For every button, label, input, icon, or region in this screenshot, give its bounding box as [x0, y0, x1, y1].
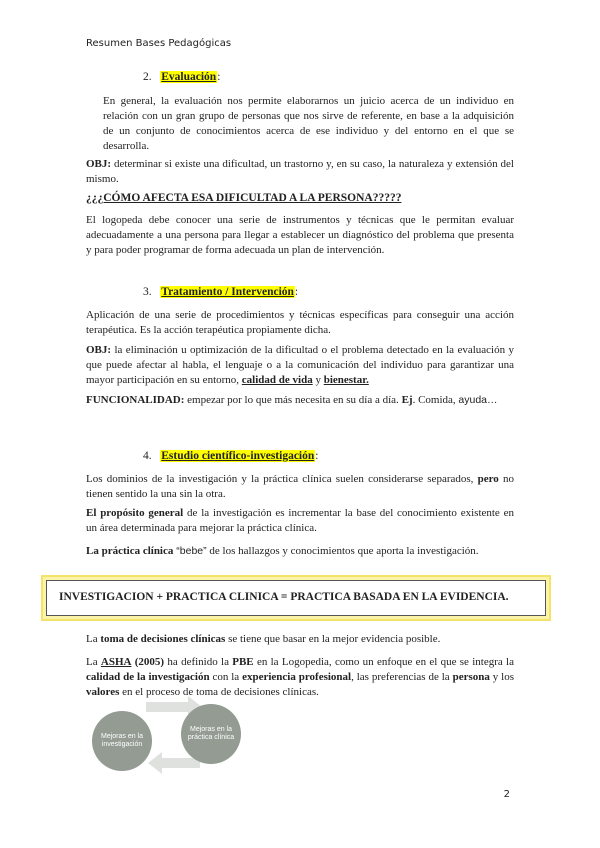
paragraph-practica: [86, 544, 514, 559]
calidad-investigacion: calidad de la investigación: [86, 671, 210, 683]
section-number: 3.: [143, 286, 152, 298]
funcionalidad-label: FUNCIONALIDAD:: [86, 394, 185, 406]
section-title: Evaluación: [161, 71, 217, 83]
paragraph-funcionalidad: [86, 393, 514, 408]
paragraph-obj-tratamiento: [86, 343, 514, 388]
evidence-formula-box: INVESTIGACION + PRACTICA CLINICA = PRACTICA BASADA EN LA EVIDENCIA.: [46, 580, 546, 616]
section-number: 4.: [143, 450, 152, 462]
practica-label: La práctica clínica: [86, 545, 174, 557]
toma-prefix: La: [86, 633, 101, 645]
paragraph-proposito: [86, 506, 514, 536]
asha-text: y los: [489, 671, 514, 683]
obj-label: OBJ:: [86, 344, 112, 356]
dominios-text: Los dominios de la investigación y la práctica clínica suelen considerarse separados,: [86, 473, 478, 485]
proposito-label: El propósito general: [86, 507, 184, 519]
node-mejoras-practica: Mejoras en la práctica clínica: [181, 704, 241, 764]
persona-term: persona: [452, 671, 490, 683]
valores-term: valores: [86, 686, 120, 698]
asha-link: ASHA: [100, 656, 132, 668]
obj-text: la eliminación u optimización de la dificultad o el problema detectado en la evaluación y que puede afectar al habla, el lenguaje o a la comunicación del individuo para garantizar una mayor participación en su entorno,: [86, 344, 514, 386]
dominios-end: no tienen sentido la una sin la otra.: [86, 473, 514, 500]
toma-text: se tiene que basar en la mejor evidencia posible.: [225, 633, 441, 645]
experiencia-profesional: experiencia profesional: [242, 671, 352, 683]
paragraph-tratamiento: Aplicación de una serie de procedimientos y técnicas específicas para conseguir una acción terapéutica. Es la acción terapéutica propiamente dicha.: [86, 309, 514, 336]
paragraph-toma-decisiones: [86, 632, 514, 647]
pero-emphasis: pero: [477, 473, 499, 485]
asha-text: con la: [209, 671, 243, 683]
keyword-calidad-de-vida: calidad de vida: [241, 374, 313, 386]
running-header: Resumen Bases Pedagógicas: [86, 38, 232, 49]
asha-text: en la Logopedia, como un enfoque en el que se integra la: [253, 656, 514, 668]
toma-emphasis: toma de decisiones clínicas: [100, 633, 226, 645]
section-title: Tratamiento / Intervención: [161, 286, 294, 298]
asha-text: en el proceso de toma de decisiones clínicas.: [119, 686, 319, 698]
page-number: 2: [503, 789, 510, 800]
bebe-quote: “bebe”: [173, 545, 207, 557]
keyword-bienestar: bienestar.: [323, 374, 369, 386]
pbe-term: PBE: [232, 656, 254, 668]
paragraph-obj-evaluacion: [86, 157, 514, 187]
question-heading: ¿¿¿CÓMO AFECTA ESA DIFICULTAD A LA PERSONA?????: [86, 192, 402, 204]
funcionalidad-example-end: ayuda…: [458, 394, 498, 406]
colon: :: [217, 71, 221, 83]
section-heading-estudio: [143, 450, 318, 462]
funcionalidad-example: . Comida,: [412, 394, 459, 406]
colon: :: [294, 286, 299, 298]
asha-text: , las preferencias de la: [351, 671, 453, 683]
paragraph-evaluacion: En general, la evaluación nos permite elaborarnos un juicio acerca de un individuo en relación con un gran grupo de personas que nos sirve de referente, en base a la adquisición de un conjunto de conocimientos acerca de ese individuo y del entorno en el que se desarrolla.: [103, 95, 514, 152]
section-heading-evaluacion: [143, 71, 220, 83]
colon: :: [315, 450, 319, 462]
obj-label: OBJ:: [86, 158, 112, 170]
paragraph-dominios: [86, 472, 514, 502]
funcionalidad-text: empezar por lo que más necesita en su día a día.: [184, 394, 402, 406]
conjunction: y: [312, 374, 324, 386]
section-heading-tratamiento: [143, 286, 298, 298]
obj-text: determinar si existe una dificultad, un trastorno y, en su caso, la naturaleza y extensión del mismo.: [86, 158, 514, 185]
asha-prefix: La: [86, 656, 101, 668]
asha-text: ha definido la: [164, 656, 233, 668]
practica-text: de los hallazgos y conocimientos que aporta la investigación.: [206, 545, 479, 557]
proposito-text: de la investigación es incrementar la base del conocimiento existente en un área determinada para mejorar la práctica clínica.: [86, 507, 515, 534]
section-number: 2.: [143, 71, 152, 83]
asha-year: (2005): [134, 656, 165, 668]
paragraph-logopeda: El logopeda debe conocer una serie de instrumentos y técnicas que le permitan evaluar adecuadamente a una persona para llegar a establecer un diagnóstico del problema que presenta y para poder programar de forma adecuada un plan de intervención.: [86, 214, 514, 256]
section-title: Estudio científico-investigación: [161, 450, 315, 462]
node-mejoras-investigacion: Mejoras en la investigación: [92, 711, 152, 771]
ej-label: Ej: [401, 394, 413, 406]
